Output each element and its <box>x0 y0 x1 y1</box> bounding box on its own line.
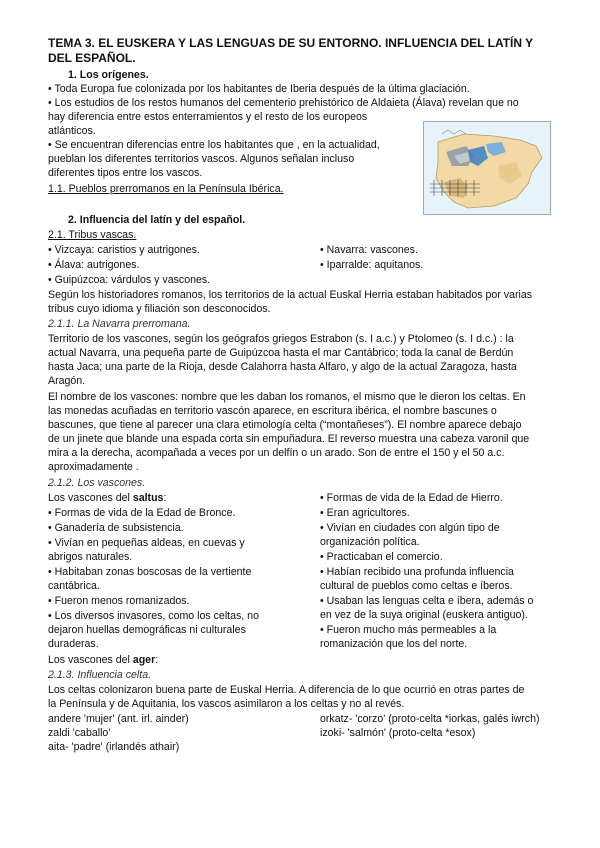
celtic-word: aita- 'padre' (irlandés athair) <box>48 741 180 753</box>
nombre-paragraph: aproximadamente . <box>48 461 139 473</box>
origins-line: hay diferencia entre estos enterramientos y el resto de los europeos <box>48 111 368 123</box>
ager-item: en vez de la suya original (euskera antiguo). <box>320 609 528 621</box>
saltus-item: • Habitaban zonas boscosas de la vertiente <box>48 566 252 578</box>
saltus-item: • Formas de vida de la Edad de Bronce. <box>48 507 236 519</box>
section-1-heading: 1. Los orígenes. <box>68 69 149 81</box>
celtic-word: andere 'mujer' (ant. irl. ainder) <box>48 713 189 725</box>
saltus-item: cantábrica. <box>48 580 100 592</box>
celta-paragraph: la Península y de Aquitania, los vascos asimilaron a los celtas y no al revés. <box>48 698 405 710</box>
ager-intro-text: Los vascones del <box>48 654 133 666</box>
navarra-heading: 2.1.1. La Navarra prerromana. <box>48 318 191 330</box>
origins-line: pueblan los diferentes territorios vascos. Algunos señalan incluso <box>48 153 355 165</box>
iberian-peninsula-map <box>424 122 550 214</box>
ager-item: • Vivían en ciudades con algún tipo de <box>320 522 500 534</box>
celta-paragraph: Los celtas colonizaron buena parte de Euskal Herria. A diferencia de lo que ocurrió en otras partes de <box>48 684 525 696</box>
saltus-item: abrigos naturales. <box>48 551 133 563</box>
origins-line: diferentes tipos entre los vascos. <box>48 167 203 179</box>
navarra-paragraph: Territorio de los vascones, según los geógrafos griegos Estrabon (s. I a.c.) y Ptolomeo (s. I d.c.) : la <box>48 333 514 345</box>
nombre-paragraph: las monedas acuñadas en territorio vascón aparece, en escritura ibérica, el nombre bascunes o <box>48 405 497 417</box>
tribes-paragraph: Según los historiadores romanos, los territorios de la actual Euskal Herria estaban habitados por varias <box>48 289 533 301</box>
saltus-intro <box>48 491 166 505</box>
nombre-paragraph: El nombre de los vascones: nombre que les daban los romanos, el mismo que le dieron los celtas. En <box>48 391 526 403</box>
ager-item: • Practicaban el comercio. <box>320 551 443 563</box>
origins-line: atlánticos. <box>48 125 96 137</box>
tribe-item: • Iparralde: aquitanos. <box>320 259 424 271</box>
iberia-map-image <box>423 121 551 215</box>
ager-item: organización política. <box>320 536 420 548</box>
saltus-item: • Vivían en pequeñas aldeas, en cuevas y <box>48 537 245 549</box>
nombre-paragraph: mira a la derecha, acompañada a veces por un delfín o un arado. Son de entre el 150 y el 50 a.c. <box>48 447 505 459</box>
celtic-word: izoki- 'salmón' (proto-celta *esox) <box>320 727 476 739</box>
ager-colon: : <box>155 654 159 666</box>
ager-item: • Formas de vida de la Edad de Hierro. <box>320 492 503 504</box>
tribes-paragraph: tribus cuyo idioma y filiación son desconocidos. <box>48 303 271 315</box>
section-2-heading: 2. Influencia del latín y del español. <box>68 214 246 226</box>
saltus-item: dejaron huellas demográficas ni culturales <box>48 624 246 636</box>
navarra-paragraph: Aragón. <box>48 375 86 387</box>
document-title: TEMA 3. EL EUSKERA Y LAS LENGUAS DE SU ENTORNO. INFLUENCIA DEL LATÍN Y DEL ESPAÑOL. <box>48 36 533 65</box>
saltus-item: • Los diversos invasores, como los celtas, no <box>48 610 259 622</box>
tribe-item: • Navarra: vascones. <box>320 244 418 256</box>
navarra-paragraph: hasta Jaca; una parte de la Rioja, desde Calahorra hasta Alfaro, y algo de la actual Zaragoza, hasta <box>48 361 517 373</box>
celtic-word: orkatz- 'corzo' (proto-celta *iorkas, galés iwrch) <box>320 713 540 725</box>
prerroman-peoples-link[interactable]: 1.1. Pueblos prerromanos en la Península Ibérica. <box>48 183 284 195</box>
ager-item: • Fueron mucho más permeables a la <box>320 624 497 636</box>
ager-intro <box>48 653 158 667</box>
vascones-heading: 2.1.2. Los vascones. <box>48 477 146 489</box>
tribus-vascas-heading: 2.1. Tribus vascas. <box>48 229 137 241</box>
saltus-colon: : <box>163 492 167 504</box>
tribe-item: • Álava: autrigones. <box>48 259 140 271</box>
ager-item: cultural de pueblos como celtas e íberos. <box>320 580 513 592</box>
ager-item: • Habían recibido una profunda influencia <box>320 566 514 578</box>
saltus-item: duraderas. <box>48 638 99 650</box>
origins-line: • Los estudios de los restos humanos del cementerio prehistórico de Aldaieta (Álava) revelan que no <box>48 97 519 109</box>
ager-word: ager <box>132 654 156 666</box>
ager-item: • Eran agricultores. <box>320 507 410 519</box>
saltus-intro-text: Los vascones del <box>48 492 133 504</box>
origins-line: • Se encuentran diferencias entre los habitantes que , en la actualidad, <box>48 139 380 151</box>
origins-line: • Toda Europa fue colonizada por los habitantes de Iberia después de la última glaciación. <box>48 83 470 95</box>
celta-heading: 2.1.3. Influencia celta. <box>48 669 152 681</box>
nombre-paragraph: bascunes, que tiene al parecer una clara etimología celta (“montañeses”). El nombre aparece debajo <box>48 419 522 431</box>
saltus-word: saltus <box>132 492 164 504</box>
tribe-item: • Guipúzcoa: várdulos y vascones. <box>48 274 211 286</box>
navarra-paragraph: actual Navarra, una pequeña parte de Guipúzcoa hasta el mar Cantábrico; toda la canal de Berdún <box>48 347 514 359</box>
nombre-paragraph: de un jinete que blande una espada corta sin empuñadura. El reverso muestra una cabeza varonil que <box>48 433 530 445</box>
ager-item: romanización que los del norte. <box>320 638 468 650</box>
ager-item: • Usaban las lenguas celta e íbera, además o <box>320 595 534 607</box>
saltus-item: • Fueron menos romanizados. <box>48 595 190 607</box>
saltus-item: • Ganadería de subsistencia. <box>48 522 184 534</box>
celtic-word: zaldi 'caballo' <box>48 727 111 739</box>
tribe-item: • Vizcaya: caristios y autrigones. <box>48 244 200 256</box>
